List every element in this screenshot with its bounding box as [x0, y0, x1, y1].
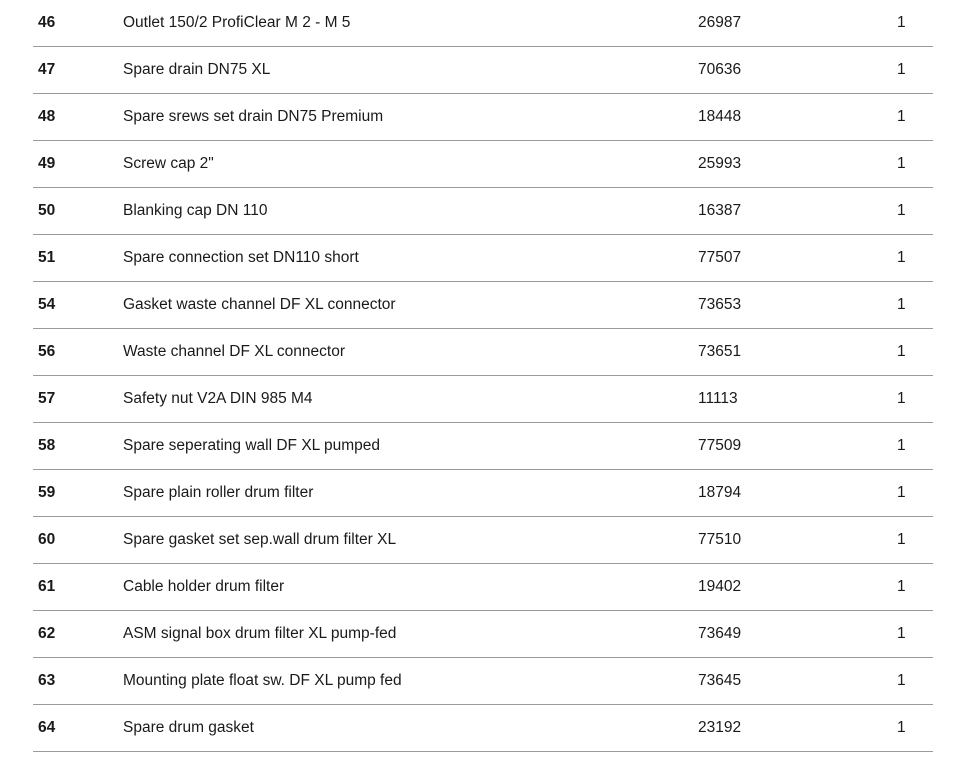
article-number: 23192	[698, 719, 742, 736]
quantity: 1	[897, 484, 906, 501]
article-number: 18448	[698, 108, 742, 125]
table-row	[33, 470, 933, 517]
quantity: 1	[897, 531, 906, 548]
position-number: 57	[38, 390, 56, 407]
part-description: Spare srews set drain DN75 Premium	[123, 108, 384, 125]
table-row	[33, 235, 933, 282]
table-row	[33, 611, 933, 658]
quantity: 1	[897, 578, 906, 595]
table-row	[33, 141, 933, 188]
part-description: Outlet 150/2 ProfiClear M 2 - M 5	[123, 14, 351, 31]
position-number: 49	[38, 155, 56, 172]
quantity: 1	[897, 14, 906, 31]
quantity: 1	[897, 202, 906, 219]
part-description: Spare drain DN75 XL	[123, 61, 271, 78]
article-number: 77509	[698, 437, 742, 454]
article-number: 26987	[698, 14, 742, 31]
article-number: 73651	[698, 343, 742, 360]
quantity: 1	[897, 296, 906, 313]
article-number: 73653	[698, 296, 742, 313]
table-row	[33, 705, 933, 752]
position-number: 48	[38, 108, 56, 125]
part-description: Mounting plate float sw. DF XL pump fed	[123, 672, 402, 689]
parts-table	[33, 0, 933, 752]
article-number: 77510	[698, 531, 742, 548]
table-row	[33, 376, 933, 423]
part-description: Waste channel DF XL connector	[123, 343, 345, 360]
table-row	[33, 329, 933, 376]
article-number: 73645	[698, 672, 742, 689]
quantity: 1	[897, 61, 906, 78]
table-row	[33, 188, 933, 235]
table-row	[33, 0, 933, 47]
part-description: Cable holder drum filter	[123, 578, 285, 595]
part-description: Spare plain roller drum filter	[123, 484, 314, 501]
part-description: Spare gasket set sep.wall drum filter XL	[123, 531, 397, 548]
position-number: 62	[38, 625, 56, 642]
position-number: 54	[38, 296, 56, 313]
quantity: 1	[897, 437, 906, 454]
part-description: Blanking cap DN 110	[123, 202, 268, 219]
quantity: 1	[897, 108, 906, 125]
table-row	[33, 423, 933, 470]
position-number: 56	[38, 343, 56, 360]
position-number: 47	[38, 61, 56, 78]
table-row	[33, 517, 933, 564]
table-row	[33, 94, 933, 141]
article-number: 16387	[698, 202, 742, 219]
position-number: 61	[38, 578, 56, 595]
table-row	[33, 658, 933, 705]
table-row	[33, 47, 933, 94]
article-number: 19402	[698, 578, 742, 595]
part-description: ASM signal box drum filter XL pump-fed	[123, 625, 397, 642]
article-number: 73649	[698, 625, 742, 642]
quantity: 1	[897, 719, 906, 736]
position-number: 63	[38, 672, 56, 689]
table-row	[33, 282, 933, 329]
article-number: 18794	[698, 484, 742, 501]
quantity: 1	[897, 155, 906, 172]
quantity: 1	[897, 390, 906, 407]
quantity: 1	[897, 672, 906, 689]
table-row	[33, 564, 933, 611]
part-description: Spare connection set DN110 short	[123, 249, 359, 266]
position-number: 60	[38, 531, 56, 548]
position-number: 51	[38, 249, 56, 266]
position-number: 64	[38, 719, 56, 736]
article-number: 70636	[698, 61, 742, 78]
article-number: 25993	[698, 155, 742, 172]
article-number: 77507	[698, 249, 742, 266]
position-number: 58	[38, 437, 56, 454]
article-number: 11113	[698, 390, 738, 407]
quantity: 1	[897, 625, 906, 642]
quantity: 1	[897, 249, 906, 266]
part-description: Safety nut V2A DIN 985 M4	[123, 390, 313, 407]
part-description: Spare drum gasket	[123, 719, 254, 736]
part-description: Screw cap 2"	[123, 155, 214, 172]
position-number: 59	[38, 484, 56, 501]
position-number: 46	[38, 14, 56, 31]
part-description: Spare seperating wall DF XL pumped	[123, 437, 381, 454]
part-description: Gasket waste channel DF XL connector	[123, 296, 396, 313]
quantity: 1	[897, 343, 906, 360]
position-number: 50	[38, 202, 56, 219]
